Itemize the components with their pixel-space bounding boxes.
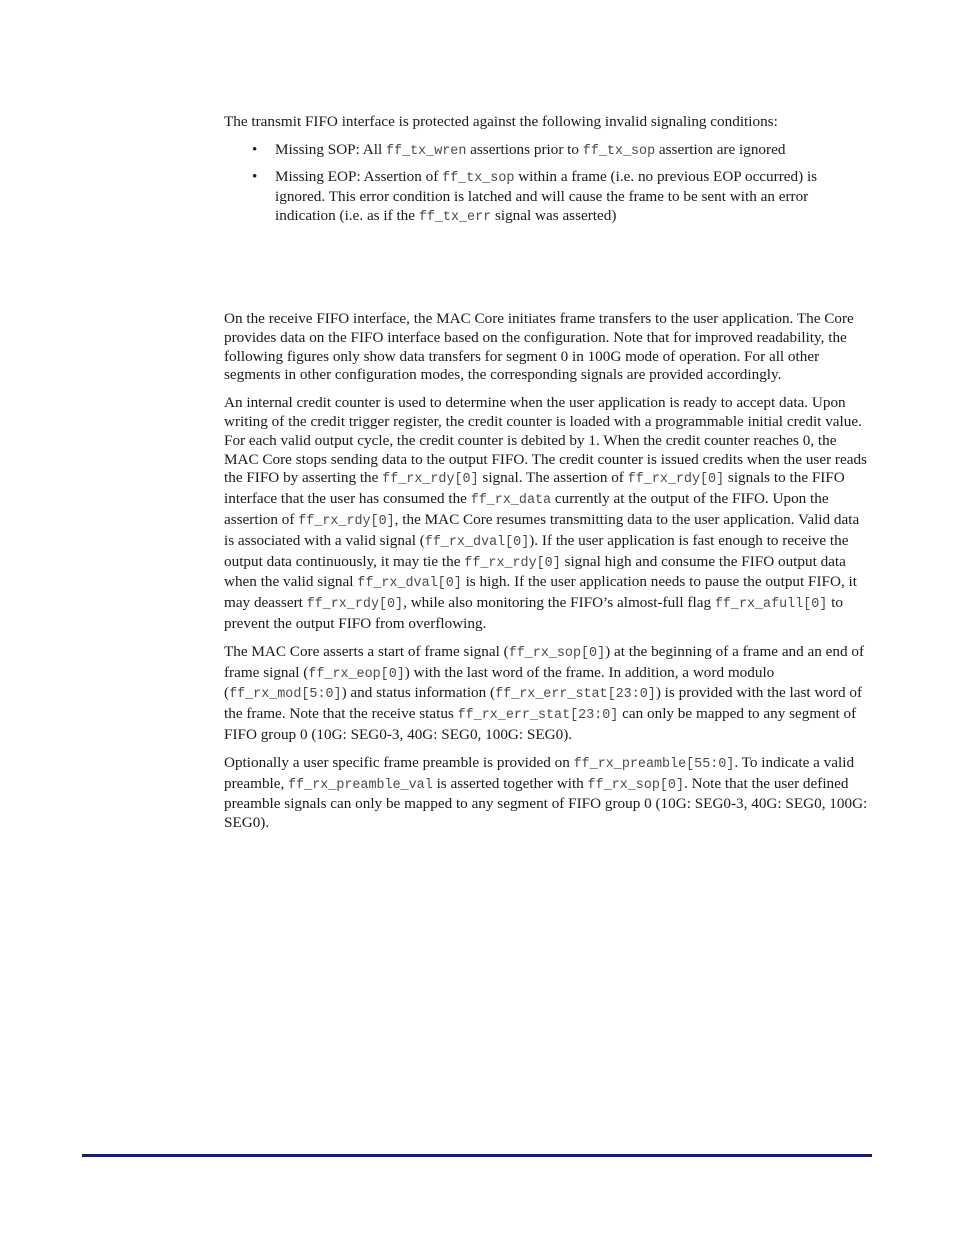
text-run: ) with the last word of the frame. In addition, a word modulo ( xyxy=(224,663,775,702)
footer-rule xyxy=(82,1154,872,1157)
signal-name: ff_tx_sop xyxy=(442,170,515,186)
signal-name: ff_tx_sop xyxy=(582,143,656,159)
text-run: signal was asserted) xyxy=(491,207,617,225)
text-run: is asserted together with xyxy=(432,774,588,792)
text-run: ) is provided with the last word of the frame. Note that the receive status xyxy=(224,684,863,723)
credit-counter-paragraph xyxy=(224,394,868,634)
signal-name: ff_rx_rdy[0] xyxy=(464,555,561,571)
signal-name: ff_rx_sop[0] xyxy=(587,777,684,793)
rx-intro-paragraph: On the receive FIFO interface, the MAC Core initiates frame transfers to the user application. The Core provides data on the FIFO interface based on the configuration. Note that for improved readability, the following figures only show data transfers for segment 0 in 100G mode of operation. For all other segments in other configuration modes, the corresponding signals are provided accordingly. xyxy=(224,309,854,384)
signal-name: ff_rx_data xyxy=(470,493,552,509)
section-spacer xyxy=(224,234,868,310)
signal-name: ff_rx_rdy[0] xyxy=(382,472,479,488)
text-run: , the MAC Core resumes transmitting data to the user application. Valid data is associated with a valid signal ( xyxy=(224,510,860,549)
signal-name: ff_rx_mod[5:0] xyxy=(229,687,342,703)
text-run: Missing EOP: Assertion of xyxy=(275,167,443,185)
text-run: can only be mapped to any segment of FIFO group 0 (10G: SEG0-3, 40G: SEG0, 100G: SEG0). xyxy=(224,705,857,743)
text-run: assertions prior to xyxy=(466,140,583,158)
signal-name: ff_rx_dval[0] xyxy=(424,534,530,550)
list-item-missing-sop xyxy=(224,141,868,162)
signal-name: ff_rx_err_stat[23:0] xyxy=(457,708,619,724)
tx-intro-paragraph: The transmit FIFO interface is protected against the following invalid signaling conditions: xyxy=(224,113,778,130)
signal-name: ff_rx_rdy[0] xyxy=(627,472,725,488)
text-run: to prevent the output FIFO from overflowing. xyxy=(224,594,843,632)
signal-name: ff_tx_wren xyxy=(386,143,467,159)
text-run: signal. The assertion of xyxy=(478,469,628,487)
preamble-paragraph xyxy=(224,754,868,833)
signal-name: ff_rx_rdy[0] xyxy=(298,513,395,529)
invalid-conditions-list xyxy=(224,141,868,228)
text-run: signals to the FIFO interface that the user has consumed the xyxy=(224,469,845,508)
text-run: . To indicate a valid preamble, xyxy=(224,753,855,792)
text-run: ) and status information ( xyxy=(341,684,496,702)
text-run: The MAC Core asserts a start of frame signal ( xyxy=(224,642,509,660)
text-run: ) at the beginning of a frame and an end of frame signal ( xyxy=(224,642,865,681)
bullet-marker: • xyxy=(252,167,258,185)
signal-name: ff_rx_err_stat[23:0] xyxy=(495,687,656,703)
text-run: . Note that the user defined preamble signals can only be mapped to any segment of FIFO group 0 (10G: SEG0-3, 40G: SEG0, 100G: SEG0). xyxy=(224,774,868,832)
text-run: is high. If the user application needs to pause the output FIFO, it may deassert xyxy=(224,573,857,612)
signal-name: ff_tx_err xyxy=(418,210,492,226)
signal-name: ff_rx_dval[0] xyxy=(357,576,462,592)
text-run: ). If the user application is fast enough to receive the output data continuously, it may tie the xyxy=(224,531,849,570)
signal-name: ff_rx_preamble[55:0] xyxy=(573,756,735,772)
text-run: Optionally a user specific frame preamble is provided on xyxy=(224,753,574,771)
signal-name: ff_rx_rdy[0] xyxy=(306,597,404,613)
text-run: Missing SOP: All xyxy=(275,140,386,158)
text-run: , while also monitoring the FIFO’s almost-full flag xyxy=(403,594,715,612)
signal-name: ff_rx_eop[0] xyxy=(308,666,405,682)
text-run: currently at the output of the FIFO. Upon the assertion of xyxy=(224,490,829,528)
text-run: An internal credit counter is used to determine when the user application is ready to accept data. Upon writing of the credit trigger register, the credit counter is loaded with a programmable initial credit value. For each valid output cycle, the credit counter is debited by 1. When the credit counter reaches 0, the MAC Core stops sending data to the output FIFO. The credit counter is issued credits when the user reads the FIFO by asserting the xyxy=(224,394,867,487)
text-run: assertion are ignored xyxy=(655,140,786,158)
signal-name: ff_rx_sop[0] xyxy=(508,645,606,661)
document-body xyxy=(224,113,868,842)
signal-name: ff_rx_preamble_val xyxy=(288,777,433,793)
text-run: within a frame (i.e. no previous EOP occurred) is ignored. This error condition is latched and will cause the frame to be sent with an error indication (i.e. as if the xyxy=(275,167,818,225)
frame-signals-paragraph xyxy=(224,643,868,745)
signal-name: ff_rx_afull[0] xyxy=(714,597,828,613)
bullet-marker: • xyxy=(252,140,258,158)
list-item-missing-eop xyxy=(224,168,868,228)
text-run: signal high and consume the FIFO output data when the valid signal xyxy=(224,552,846,591)
